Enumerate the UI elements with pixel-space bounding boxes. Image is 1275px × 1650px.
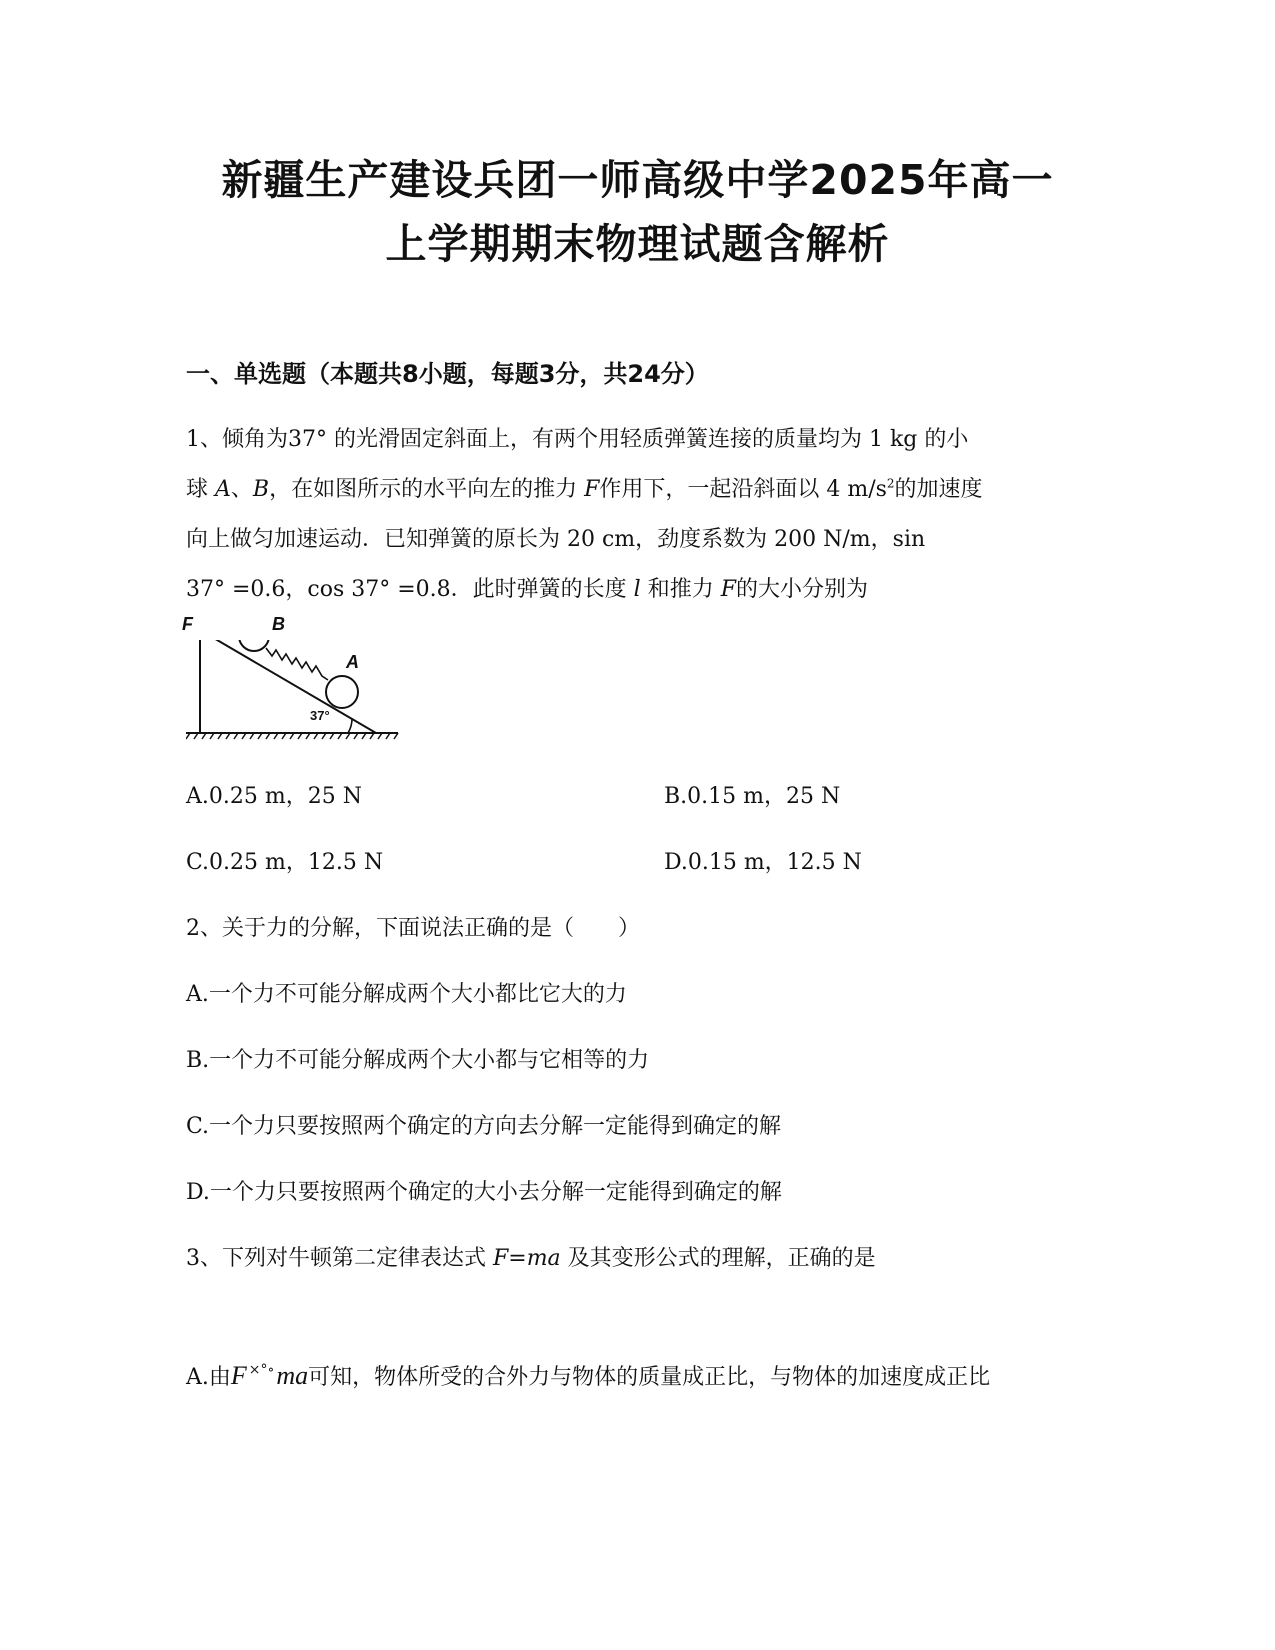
formula-ma: ma [276,1361,309,1390]
title-line-1: 新疆生产建设兵团一师高级中学2025年高一 [221,156,1054,204]
q3-text: 及其变形公式的理解，正确的是 [560,1246,876,1271]
section-heading: 一、单选题（本题共8小题，每题3分，共24分） [186,360,709,388]
label-force-f: F [182,614,193,634]
ball-b [239,640,269,651]
label-ball-b: B [272,614,285,634]
document-title [150,148,1125,276]
q1-line-4 [186,565,1086,615]
ball-a [326,676,358,708]
q1-line-2 [186,465,1086,515]
q3-text: 3、下列对牛顿第二定律表达式 [186,1246,493,1271]
q2-option-c[interactable]: C.一个力只要按照两个确定的方向去分解一定能得到确定的解 [186,1114,782,1139]
angle-arc [348,718,352,733]
length-symbol: l [633,577,641,602]
exponent: 2 [886,476,895,491]
question-3-stem [186,1243,876,1275]
q2-option-a[interactable]: A.一个力不可能分解成两个大小都比它大的力 [186,982,627,1007]
q1-line-3: 向上做匀加速运动．已知弹簧的原长为 20 cm，劲度系数为 200 N/m，sin [186,527,926,552]
q1-option-a[interactable]: A.0.25 m，25 N [186,784,362,809]
question-1-stem [186,415,1086,615]
q1-text: 球 [186,477,215,502]
q1-text: 和推力 [640,577,721,602]
label-angle: 37° [310,708,330,723]
proportional-symbol: ×°∘ [248,1362,275,1378]
title-line-2: 上学期期末物理试题含解析 [385,220,890,268]
incline-diagram [186,640,416,780]
q1-option-b[interactable]: B.0.15 m，25 N [664,784,841,809]
q3-text: A.由 [186,1365,231,1390]
question-2-stem: 2、关于力的分解，下面说法正确的是（ ） [186,916,640,941]
q1-text: 37° =0.6，cos 37° =0.8．此时弹簧的长度 [186,577,634,602]
q1-text: 的大小分别为 [735,577,868,602]
q2-option-b[interactable]: B.一个力不可能分解成两个大小都与它相等的力 [186,1048,650,1073]
q2-option-d[interactable]: D.一个力只要按照两个确定的大小去分解一定能得到确定的解 [186,1180,782,1205]
ball-b-symbol: B [252,477,270,502]
force-symbol: F [584,477,600,502]
incline-spring-figure [182,614,416,780]
q3-text: 可知，物体所受的合外力与物体的质量成正比，与物体的加速度成正比 [308,1365,991,1390]
newton-formula: F=ma [493,1246,561,1271]
q1-text: ，在如图所示的水平向左的推力 [269,477,585,502]
q1-line-1: 1、倾角为37° 的光滑固定斜面上，有两个用轻质弹簧连接的质量均为 1 kg 的小 [186,427,969,452]
q1-text: 的加速度 [894,477,983,502]
label-ball-a: A [346,652,359,672]
q1-text: 作用下，一起沿斜面以 4 m/s [599,477,887,502]
force-symbol: F [720,577,736,602]
q1-option-d[interactable]: D.0.15 m，12.5 N [664,850,862,875]
q3-option-a[interactable] [186,1345,1086,1403]
q1-text: 、 [230,477,253,502]
formula-f: F [230,1361,247,1390]
ball-a-symbol: A [215,477,231,502]
q1-option-c[interactable]: C.0.25 m，12.5 N [186,850,384,875]
